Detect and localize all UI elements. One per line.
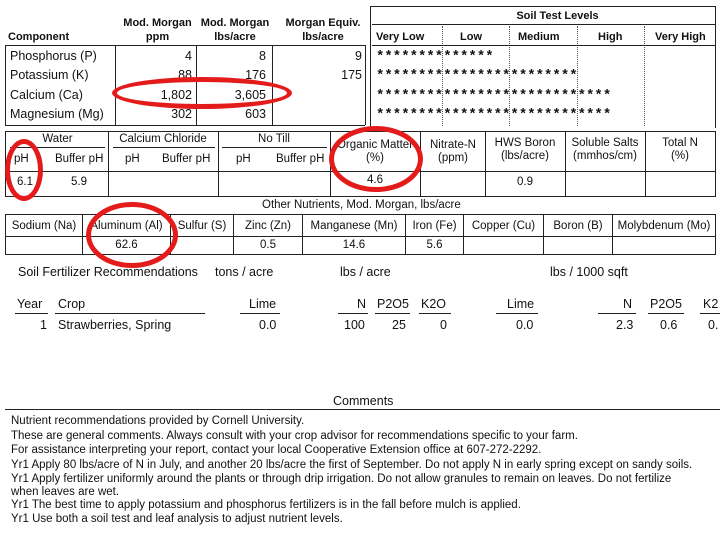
- header-zinc: Zinc (Zn): [245, 220, 291, 232]
- header-boron: Boron (B): [553, 220, 603, 232]
- group-calcium-chloride: Calcium Chloride: [119, 133, 207, 145]
- col-crop: Crop: [58, 297, 86, 311]
- buffer-ph-water-value: 5.9: [71, 176, 87, 188]
- header-hws-boron: HWS Boron (lbs/acre): [494, 137, 556, 162]
- organic-matter-value: 4.6: [367, 174, 383, 186]
- manganese-value: 14.6: [342, 239, 366, 251]
- header-molybdenum: Molybdenum (Mo): [617, 220, 711, 232]
- col-k2-sqft: K2: [703, 297, 719, 311]
- unit-lbs-acre: lbs / acre: [340, 265, 391, 279]
- row-lime: 0.0: [259, 318, 277, 332]
- group-water: Water: [42, 133, 73, 145]
- equiv-value: 175: [341, 68, 362, 82]
- comment-line: Yr1 Apply fertilizer uniformly around the plants or through drip irrigation. Do not allow granules to remain on leaves. Do not fertilize: [11, 473, 672, 485]
- level-very-high: Very High: [655, 31, 706, 43]
- equiv-value: 9: [355, 49, 362, 63]
- header-nitrate: Nitrate-N (ppm): [429, 139, 476, 164]
- ppm-value: 88: [178, 68, 192, 82]
- row-k2o: 0: [440, 318, 447, 332]
- lbs-value: 3,605: [234, 88, 266, 102]
- level-bar: **************: [376, 49, 494, 65]
- header-sodium: Sodium (Na): [11, 220, 77, 232]
- header-aluminum: Aluminum (Al): [90, 220, 163, 232]
- level-medium: Medium: [518, 31, 560, 43]
- highlight-ring-ph: [5, 139, 43, 201]
- unit-tons-acre: tons / acre: [215, 265, 274, 279]
- recommendations-title: Soil Fertilizer Recommendations: [18, 265, 198, 279]
- ppm-value: 1,802: [160, 88, 192, 102]
- unit-lbs-1000sqft: lbs / 1000 sqft: [550, 265, 628, 279]
- row-lime-sqft: 0.0: [516, 318, 534, 332]
- comment-line: These are general comments. Always consult with your crop advisor for recommendations specific to your farm.: [11, 430, 578, 442]
- header-manganese: Manganese (Mn): [310, 220, 398, 232]
- col-lime-sqft: Lime: [507, 297, 535, 311]
- highlight-ring-organic-matter: [329, 126, 423, 192]
- comments-title: Comments: [333, 394, 394, 408]
- row-n-sqft: 2.3: [616, 318, 634, 332]
- highlight-ring-aluminum: [86, 202, 178, 268]
- level-high: High: [598, 31, 623, 43]
- lbs-value: 8: [259, 49, 266, 63]
- ph-water-value: 6.1: [17, 176, 33, 188]
- col-p2o5-sqft: P2O5: [650, 297, 682, 311]
- header-buffer-ph-cacl: Buffer pH: [162, 153, 211, 165]
- level-bar: ****************************: [376, 107, 612, 123]
- header-iron: Iron (Fe): [412, 220, 457, 232]
- other-nutrients-title: Other Nutrients, Mod. Morgan, lbs/acre: [262, 199, 461, 211]
- group-no-till: No Till: [258, 133, 290, 145]
- col-n: N: [357, 297, 367, 311]
- header-total-n: Total N (%): [662, 137, 698, 162]
- ppm-value: 4: [185, 49, 192, 63]
- header-buffer-ph-notill: Buffer pH: [276, 153, 325, 165]
- component-name: Phosphorus (P): [10, 49, 97, 63]
- header-equiv: Morgan Equiv. lbs/acre: [285, 17, 361, 43]
- row-year: 1: [40, 318, 47, 332]
- header-sulfur: Sulfur (S): [177, 220, 227, 232]
- row-p2o5: 25: [392, 318, 406, 332]
- iron-value: 5.6: [426, 239, 443, 251]
- header-ph-cacl: pH: [125, 153, 140, 165]
- header-ph-water: pH: [14, 153, 29, 165]
- col-k2o: K2O: [421, 297, 447, 311]
- header-mod-ppm: Mod. Morgan ppm: [123, 17, 192, 43]
- hws-boron-value: 0.9: [517, 176, 533, 188]
- row-crop: Strawberries, Spring: [58, 318, 172, 332]
- comment-line: Nutrient recommendations provided by Cornell University.: [11, 415, 305, 427]
- comment-line: For assistance interpreting your report, contact your local Cooperative Extension office at 607-272-2292.: [11, 444, 542, 456]
- header-soluble-salts: Soluble Salts (mmhos/cm): [571, 137, 639, 162]
- lbs-value: 603: [245, 107, 266, 121]
- highlight-ring-calcium: [112, 77, 292, 109]
- comment-line: Yr1 The best time to apply potassium and phosphorus fertilizers is in the fall before mulch is applied.: [11, 499, 521, 511]
- component-name: Magnesium (Mg): [10, 107, 104, 121]
- comment-line: when leaves are wet.: [11, 486, 120, 498]
- col-year: Year: [17, 297, 43, 311]
- comment-line: Yr1 Use both a soil test and leaf analysis to adjust nutrient levels.: [11, 513, 343, 525]
- level-bar: ************************: [376, 68, 578, 84]
- col-p2o5: P2O5: [377, 297, 409, 311]
- header-mod-lbs: Mod. Morgan lbs/acre: [200, 17, 270, 43]
- col-lime: Lime: [249, 297, 277, 311]
- aluminum-value: 62.6: [115, 239, 138, 251]
- header-copper: Copper (Cu): [471, 220, 536, 232]
- header-organic-matter: Organic Matter (%): [336, 139, 414, 164]
- component-name: Calcium (Ca): [10, 88, 83, 102]
- level-bar: ****************************: [376, 88, 612, 104]
- component-name: Potassium (K): [10, 68, 89, 82]
- row-k2-sqft: 0.: [708, 318, 719, 332]
- level-low: Low: [460, 31, 482, 43]
- col-n-sqft: N: [623, 297, 633, 311]
- ppm-value: 302: [171, 107, 192, 121]
- soil-levels-title: Soil Test Levels: [516, 10, 599, 22]
- header-component: Component: [8, 31, 70, 43]
- row-p2o5-sqft: 0.6: [660, 318, 678, 332]
- header-ph-notill: pH: [236, 153, 251, 165]
- lbs-value: 176: [245, 68, 266, 82]
- row-n: 100: [344, 318, 365, 332]
- zinc-value: 0.5: [260, 239, 276, 251]
- level-very-low: Very Low: [376, 31, 425, 43]
- comment-line: Yr1 Apply 80 lbs/acre of N in July, and another 20 lbs/acre the first of September. Do not apply N in early spring except on sandy soils.: [11, 459, 693, 471]
- header-buffer-ph-water: Buffer pH: [55, 153, 104, 165]
